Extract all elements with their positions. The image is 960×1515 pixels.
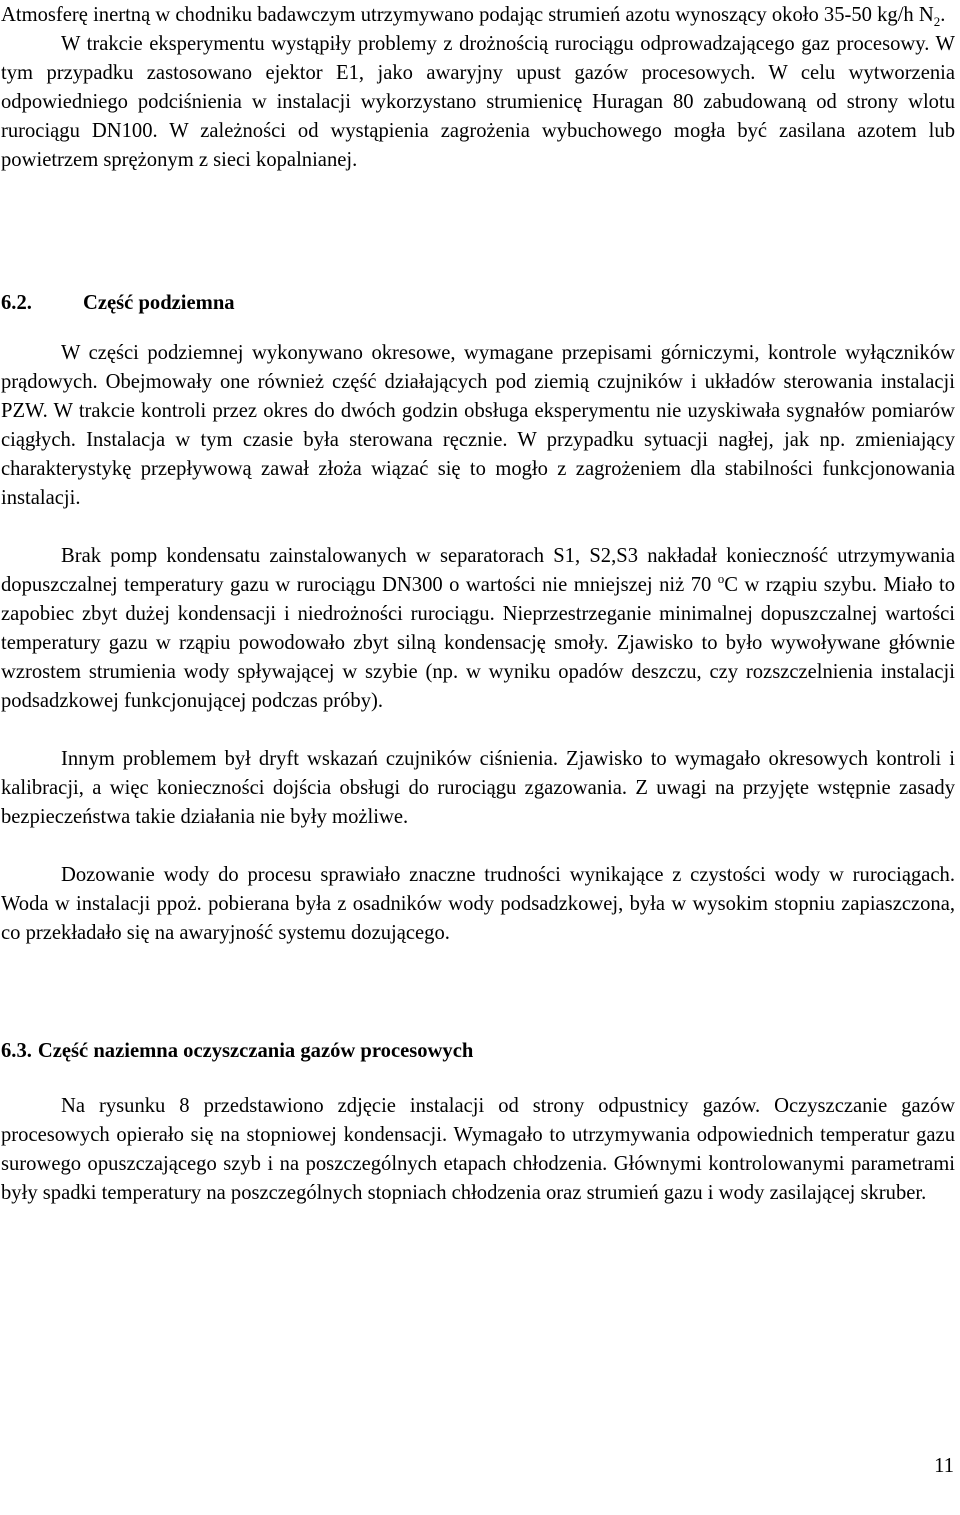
paragraph-condensate-pumps: Brak pomp kondensatu zainstalowanych w separatorach S1, S2,S3 nakładał konieczność utrzymywania dopuszczalnej temperatury gazu w rurociągu DN300 o wartości nie mniejszej niż 70 $^o$C w rząpiu szybu. Miało to zapobiec zbyt dużej kondensacji i niedrożności rurociągu. Nieprzestrzeganie minimalnej dopuszczalnej wartości temperatury gazu w rząpiu powodowało zbyt silną kondensację smoły. Zjawisko to było wywoływane głównie wzrostem strumienia wody spływającej w szybie (np. w wyniku opadów deszczu, czy rozszczelnienia instalacji podsadzkowej funkcjonującej podczas próby).	[1, 545, 955, 712]
section-heading-6-3	[1, 1037, 473, 1066]
section-heading-6-2	[1, 289, 235, 318]
paragraph-pressure-drift: Innym problemem był dryft wskazań czujników ciśnienia. Zjawisko to wymagało okresowych kontroli i kalibracji, a więc konieczności dojścia obsługi do rurociągu zgazowania. Z uwagi na przyjęte wstępnie zasady bezpieczeństwa takie działania nie były możliwe.	[1, 748, 955, 828]
paragraph-nitrogen-atmosphere: Atmosferę inertną w chodniku badawczym utrzymywano podając strumień azotu wynoszący około 35-50 kg/h $N_2$.	[1, 4, 946, 30]
section-title: Część podziemna	[83, 292, 235, 314]
paragraph-pipeline-problems: W trakcie eksperymentu wystąpiły problemy z drożnością rurociągu odprowadzającego gaz procesowy. W tym przypadku zastosowano ejektor E1, jako awaryjny upust gazów procesowych. W celu wytworzenia odpowiedniego podciśnienia w instalacji wykorzystano strumienicę Huragan 80 zabudowaną od strony wlotu rurociągu DN100. W zależności od wystąpienia zagrożenia wybuchowego mogła być zasilana azotem lub powietrzem sprężonym z sieci kopalnianej.	[1, 33, 955, 171]
section-title: Część naziemna oczyszczania gazów procesowych	[37, 1040, 474, 1062]
paragraph-underground-controls: W części podziemnej wykonywano okresowe, wymagane przepisami górniczymi, kontrole wyłączników prądowych. Obejmowały one również część działających pod ziemią czujników i układów sterowania instalacji PZW. W trakcie kontroli przez okres do dwóch godzin obsługa eksperymentu nie uzyskiwała sygnałów pomiarów ciągłych. Instalacja w tym czasie była sterowana ręcznie. W przypadku sytuacji nagłej, jak np. zmieniający charakterystykę przepływową zawał złoża wiązać się to mogło z zagrożeniem dla stabilności funkcjonowania instalacji.	[1, 342, 955, 509]
section-number: 6.2.	[1, 292, 32, 314]
paragraph-water-dosing: Dozowanie wody do procesu sprawiało znaczne trudności wynikające z czystości wody w rurociągach. Woda w instalacji ppoż. pobierana była z osadników wody podsadzkowej, była w wysokim stopniu zapiaszczona, co przekładało się na awaryjność systemu dozującego.	[1, 864, 955, 944]
paragraph-surface-gas-cleaning: Na rysunku 8 przedstawiono zdjęcie instalacji od strony odpustnicy gazów. Oczyszczanie gazów procesowych opierało się na stopniowej kondensacji. Wymagało to utrzymywania odpowiednich temperatur gazu surowego opuszczającego szyb i na poszczególnych etapach chłodzenia. Głównymi kontrolowanymi parametrami były spadki temperatury na poszczególnych stopniach chłodzenia oraz strumień gazu i wody zasilającej skruber.	[1, 1095, 955, 1204]
page-number: 11	[934, 1455, 954, 1477]
section-number: 6.3.	[1, 1040, 32, 1062]
